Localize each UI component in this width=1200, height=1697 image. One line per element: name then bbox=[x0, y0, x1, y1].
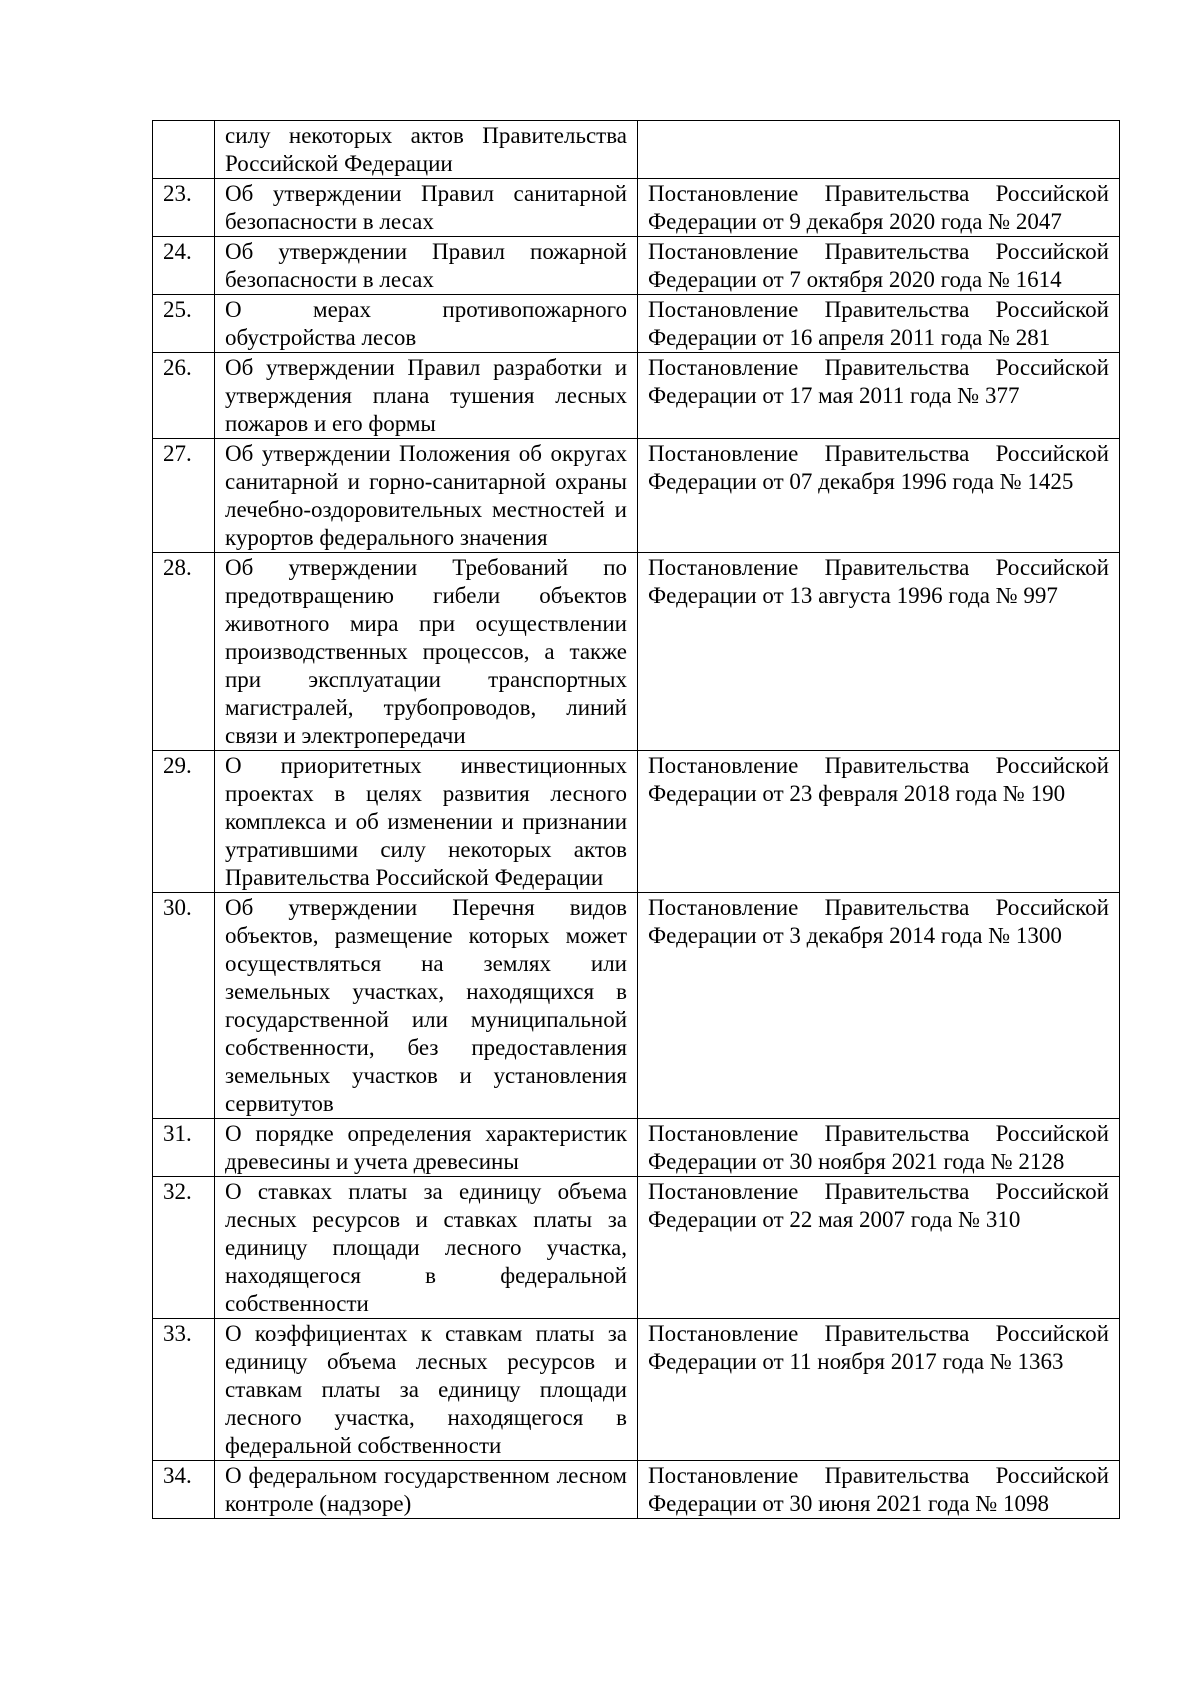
act-title: О федеральном государственном лесном контроле (надзоре) bbox=[215, 1461, 638, 1519]
act-title: О ставках платы за единицу объема лесных ресурсов и ставках платы за единицу площади лесного участка, находящегося в федеральной собственности bbox=[215, 1177, 638, 1319]
act-title: Об утверждении Правил разработки и утверждения плана тушения лесных пожаров и его формы bbox=[215, 353, 638, 439]
act-reference: Постановление Правительства Российской Федерации от 30 июня 2021 года № 1098 bbox=[638, 1461, 1120, 1519]
table-row bbox=[153, 1319, 1120, 1461]
act-title: О мерах противопожарного обустройства лесов bbox=[215, 295, 638, 353]
table-row bbox=[153, 121, 1120, 179]
act-reference: Постановление Правительства Российской Федерации от 3 декабря 2014 года № 1300 bbox=[638, 893, 1120, 1119]
act-title: Об утверждении Правил пожарной безопасности в лесах bbox=[215, 237, 638, 295]
row-number bbox=[153, 121, 215, 179]
act-title: Об утверждении Перечня видов объектов, размещение которых может осуществляться на землях или земельных участках, находящихся в государственной или муниципальной собственности, без предоставления земельных участков и установления сервитутов bbox=[215, 893, 638, 1119]
act-reference: Постановление Правительства Российской Федерации от 07 декабря 1996 года № 1425 bbox=[638, 439, 1120, 553]
row-number: 34. bbox=[153, 1461, 215, 1519]
act-reference bbox=[638, 121, 1120, 179]
row-number: 29. bbox=[153, 751, 215, 893]
table-row bbox=[153, 751, 1120, 893]
row-number: 24. bbox=[153, 237, 215, 295]
act-reference: Постановление Правительства Российской Федерации от 13 августа 1996 года № 997 bbox=[638, 553, 1120, 751]
act-title: О коэффициентах к ставкам платы за единицу объема лесных ресурсов и ставкам платы за единицу площади лесного участка, находящегося в федеральной собственности bbox=[215, 1319, 638, 1461]
table-row bbox=[153, 1177, 1120, 1319]
table-row bbox=[153, 1119, 1120, 1177]
act-title: Об утверждении Требований по предотвращению гибели объектов животного мира при осуществлении производственных процессов, а также при эксплуатации транспортных магистралей, трубопроводов, линий связи и электропередачи bbox=[215, 553, 638, 751]
table-row bbox=[153, 353, 1120, 439]
act-title: Об утверждении Правил санитарной безопасности в лесах bbox=[215, 179, 638, 237]
act-reference: Постановление Правительства Российской Федерации от 16 апреля 2011 года № 281 bbox=[638, 295, 1120, 353]
table-row bbox=[153, 179, 1120, 237]
legal-acts-table bbox=[152, 120, 1120, 1519]
act-reference: Постановление Правительства Российской Федерации от 23 февраля 2018 года № 190 bbox=[638, 751, 1120, 893]
row-number: 32. bbox=[153, 1177, 215, 1319]
row-number: 31. bbox=[153, 1119, 215, 1177]
table-row bbox=[153, 1461, 1120, 1519]
act-reference: Постановление Правительства Российской Федерации от 22 мая 2007 года № 310 bbox=[638, 1177, 1120, 1319]
table-row bbox=[153, 439, 1120, 553]
act-reference: Постановление Правительства Российской Федерации от 9 декабря 2020 года № 2047 bbox=[638, 179, 1120, 237]
table-row bbox=[153, 237, 1120, 295]
act-reference: Постановление Правительства Российской Федерации от 30 ноября 2021 года № 2128 bbox=[638, 1119, 1120, 1177]
act-title: Об утверждении Положения об округах санитарной и горно-санитарной охраны лечебно-оздоровительных местностей и курортов федерального значения bbox=[215, 439, 638, 553]
table-row bbox=[153, 295, 1120, 353]
row-number: 33. bbox=[153, 1319, 215, 1461]
act-title: силу некоторых актов Правительства Российской Федерации bbox=[215, 121, 638, 179]
act-title: О порядке определения характеристик древесины и учета древесины bbox=[215, 1119, 638, 1177]
act-reference: Постановление Правительства Российской Федерации от 7 октября 2020 года № 1614 bbox=[638, 237, 1120, 295]
table-row bbox=[153, 553, 1120, 751]
row-number: 26. bbox=[153, 353, 215, 439]
row-number: 23. bbox=[153, 179, 215, 237]
row-number: 27. bbox=[153, 439, 215, 553]
row-number: 25. bbox=[153, 295, 215, 353]
act-title: О приоритетных инвестиционных проектах в целях развития лесного комплекса и об изменении и признании утратившими силу некоторых актов Правительства Российской Федерации bbox=[215, 751, 638, 893]
act-reference: Постановление Правительства Российской Федерации от 11 ноября 2017 года № 1363 bbox=[638, 1319, 1120, 1461]
row-number: 28. bbox=[153, 553, 215, 751]
act-reference: Постановление Правительства Российской Федерации от 17 мая 2011 года № 377 bbox=[638, 353, 1120, 439]
row-number: 30. bbox=[153, 893, 215, 1119]
table-row bbox=[153, 893, 1120, 1119]
